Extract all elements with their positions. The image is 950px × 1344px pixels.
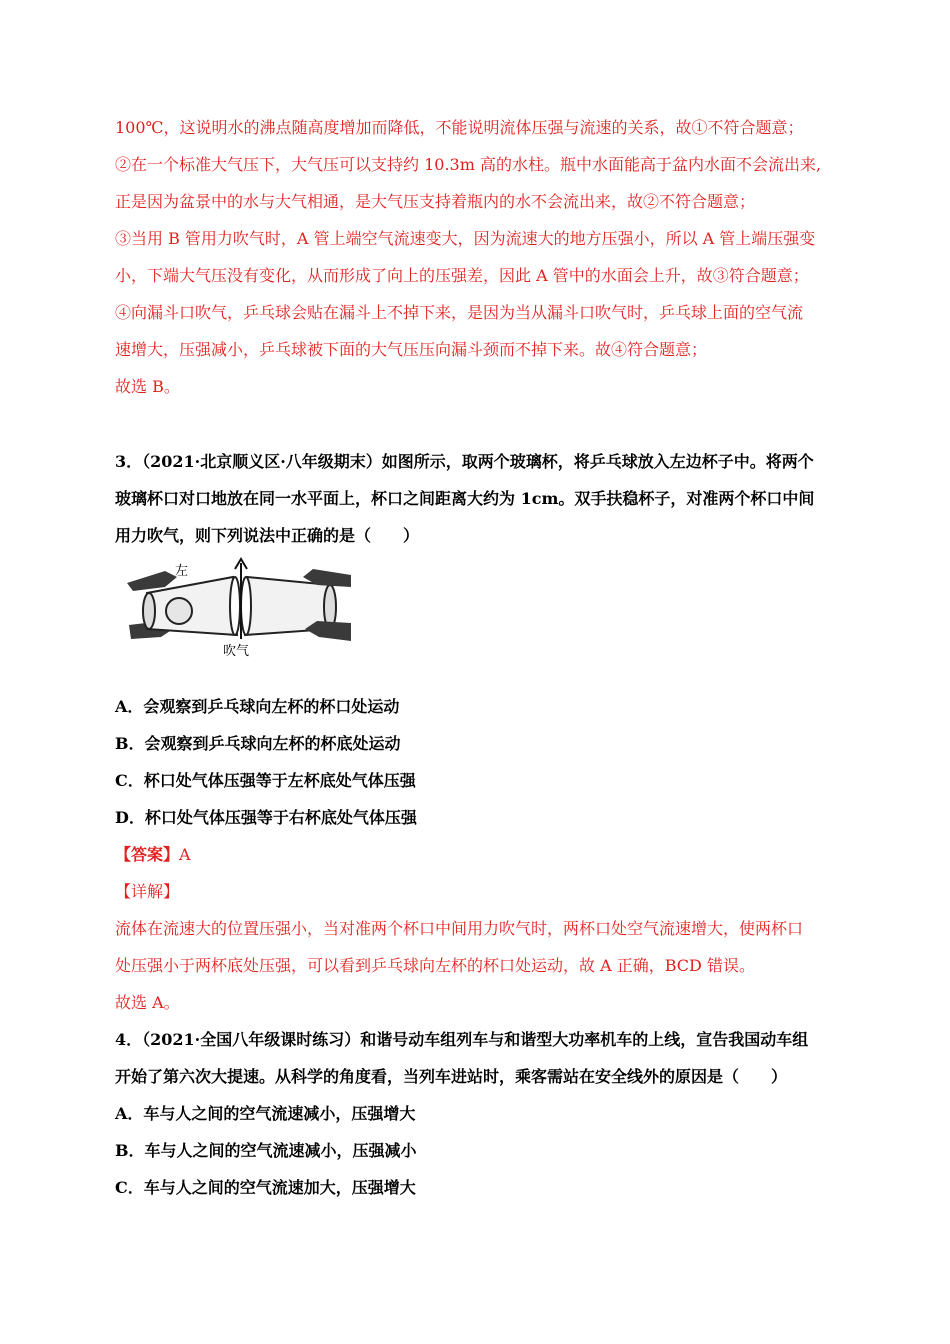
question-3-stem: 玻璃杯口对口地放在同一水平面上，杯口之间距离大约为 1cm。双手扶稳杯子，对准两个杯口中间 — [115, 489, 815, 508]
label-left: 左 — [175, 564, 189, 579]
option-a[interactable]: A．车与人之间的空气流速减小，压强增大 — [115, 1104, 416, 1123]
option-b[interactable]: B．会观察到乒乓球向左杯的杯底处运动 — [115, 734, 401, 753]
option-b[interactable]: B．车与人之间的空气流速减小，压强减小 — [115, 1141, 417, 1160]
question-4-stem: 开始了第六次大提速。从科学的角度看，当列车进站时，乘客需站在安全线外的原因是（ ） — [115, 1067, 788, 1086]
glass-cups-figure — [125, 555, 353, 663]
option-c[interactable]: C．车与人之间的空气流速加大，压强增大 — [115, 1178, 416, 1197]
explanation-line: ④向漏斗口吹气，乒乓球会贴在漏斗上不掉下来，是因为当从漏斗口吹气时，乒乓球上面的空气流 — [115, 303, 804, 322]
option-a[interactable]: A．会观察到乒乓球向左杯的杯口处运动 — [115, 697, 400, 716]
explanation-line: ③当用 B 管用力吹气时，A 管上端空气流速变大，因为流速大的地方压强小，所以 A 管上端压强变 — [115, 229, 816, 248]
question-3-stem: 3．（2021·北京顺义区·八年级期末）如图所示，取两个玻璃杯，将乒乓球放入左边杯子中。将两个 — [115, 452, 814, 471]
left-cup-base — [143, 593, 155, 629]
explanation-line: 速增大，压强减小，乒乓球被下面的大气压压向漏斗颈而不掉下来。故④符合题意； — [115, 340, 708, 359]
option-d[interactable]: D．杯口处气体压强等于右杯底处气体压强 — [115, 808, 417, 827]
explanation-line: 正是因为盆景中的水与大气相通，是大气压支持着瓶内的水不会流出来，故②不符合题意； — [115, 192, 756, 211]
right-cup-mouth — [241, 577, 251, 635]
explanation-line: 小，下端大气压没有变化，从而形成了向上的压强差，因此 A 管中的水面会上升，故③符合题意； — [115, 266, 809, 285]
left-cup-mouth — [230, 577, 240, 635]
answer-row — [115, 845, 191, 865]
detail-conclusion: 故选 A。 — [115, 993, 180, 1012]
explanation-conclusion: 故选 B。 — [115, 377, 180, 396]
detail-line: 流体在流速大的位置压强小，当对准两个杯口中间用力吹气时，两杯口处空气流速增大，使两杯口 — [115, 919, 804, 938]
answer-value: A — [179, 845, 191, 864]
answer-label: 【答案】 — [115, 845, 180, 864]
question-4-stem: 4．（2021·全国八年级课时练习）和谐号动车组列车与和谐型大功率机车的上线，宣告我国动车组 — [115, 1030, 809, 1049]
ping-pong-ball — [166, 598, 192, 624]
explanation-line: ②在一个标准大气压下，大气压可以支持约 10.3m 高的水柱。瓶中水面能高于盆内水面不会流出来, — [115, 155, 822, 174]
option-c[interactable]: C．杯口处气体压强等于左杯底处气体压强 — [115, 771, 416, 790]
question-3-stem: 用力吹气，则下列说法中正确的是（ ） — [115, 526, 420, 545]
detail-line: 处压强小于两杯底处压强，可以看到乒乓球向左杯的杯口处运动，故 A 正确，BCD 错误。 — [115, 956, 755, 975]
detail-label: 【详解】 — [115, 882, 180, 901]
explanation-line: 100℃，这说明水的沸点随高度增加而降低，不能说明流体压强与流速的关系，故①不符合题意； — [115, 118, 804, 137]
label-blow: 吹气 — [223, 644, 250, 659]
